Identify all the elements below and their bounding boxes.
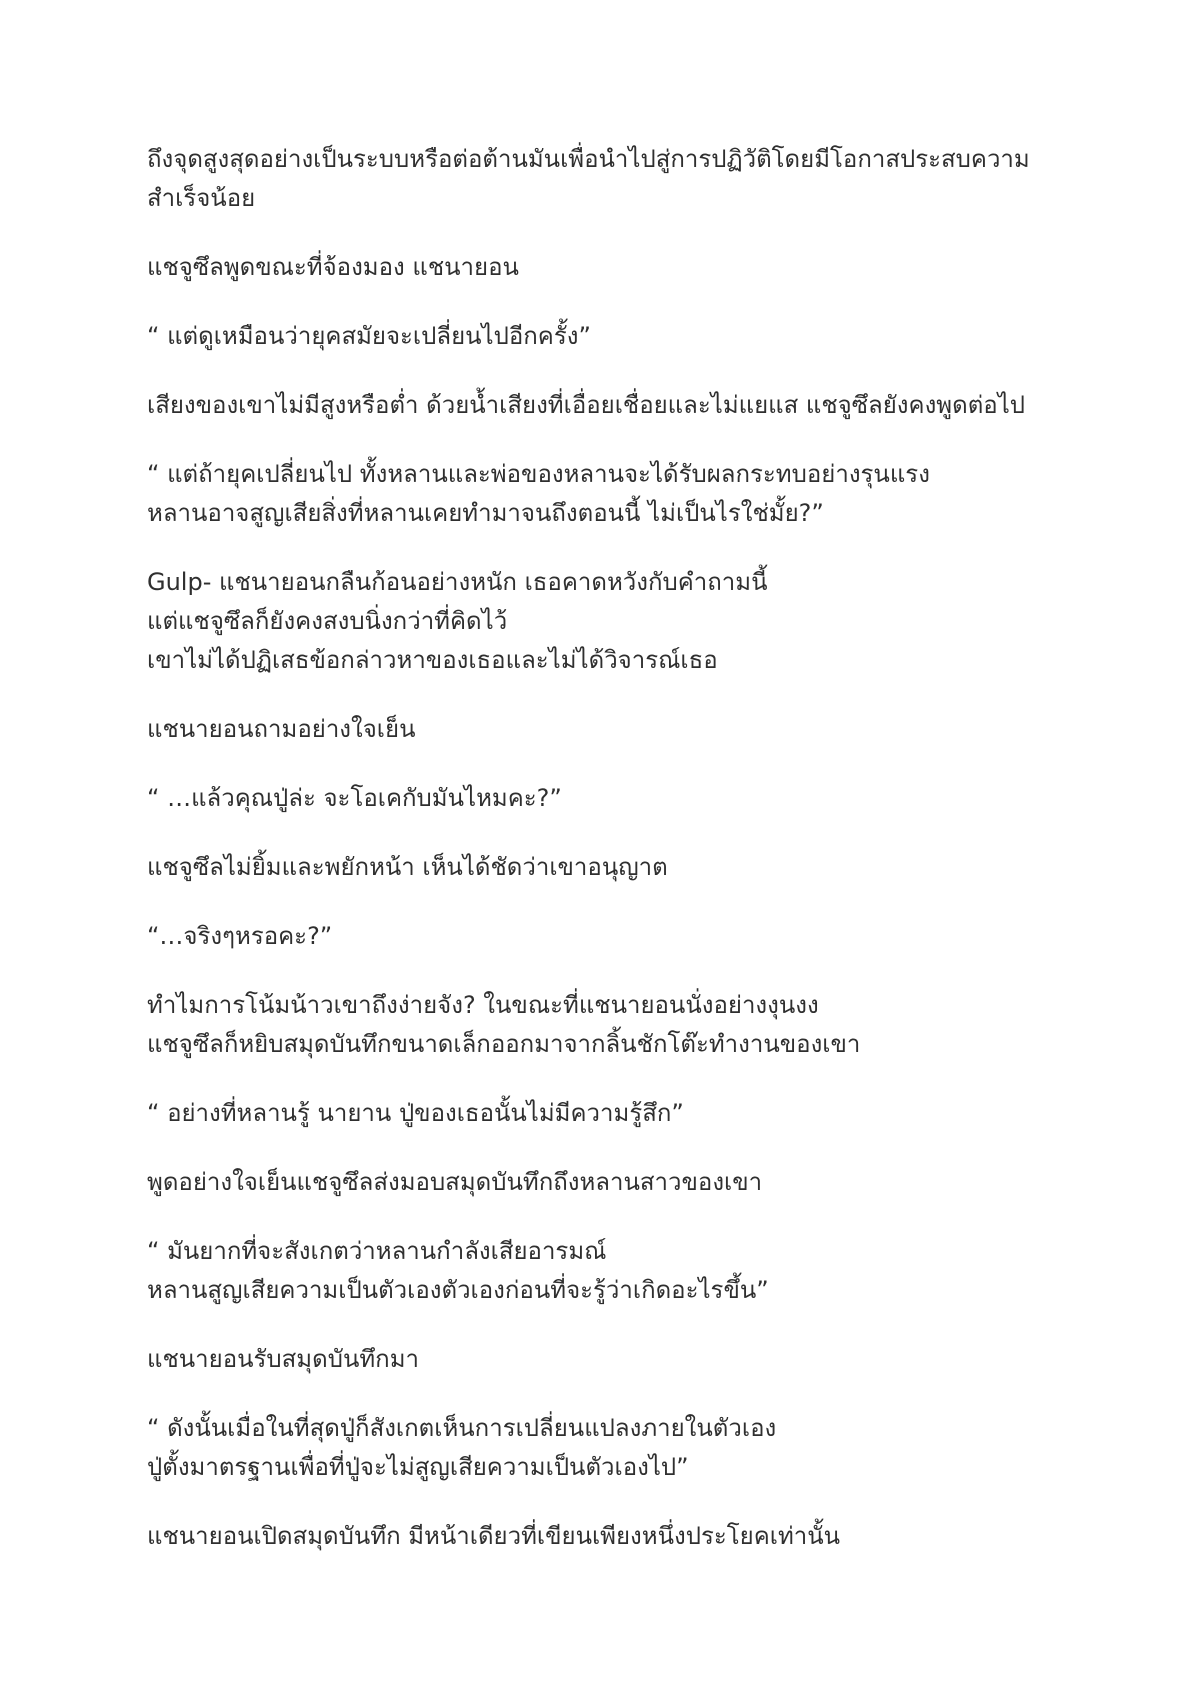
paragraph-15: แชนายอนรับสมุดบันทึกมา (147, 1345, 419, 1373)
paragraph-14: “ มันยากที่จะสังเกตว่าหลานกำลังเสียอารมณ์ หลานสูญเสียความเป็นตัวเองตัวเองก่อนที่จะรู้ว่าเกิดอะไรขึ้น” (147, 1237, 769, 1304)
paragraph-3: “ แต่ดูเหมือนว่ายุคสมัยจะเปลี่ยนไปอีกครั้ง” (147, 322, 591, 350)
paragraph-13: พูดอย่างใจเย็นแชจูซึลส่งมอบสมุดบันทึกถึงหลานสาวของเขา (147, 1168, 763, 1196)
paragraph-9: แชจูซึลไม่ยิ้มและพยักหน้า เห็นได้ชัดว่าเขาอนุญาต (147, 853, 668, 881)
paragraph-2: แชจูซึลพูดขณะที่จ้องมอง แชนายอน (147, 253, 519, 281)
paragraph-7: แชนายอนถามอย่างใจเย็น (147, 715, 416, 743)
paragraph-5: “ แต่ถ้ายุคเปลี่ยนไป ทั้งหลานและพ่อของหลานจะได้รับผลกระทบอย่างรุนแรง หลานอาจสูญเสียสิ่งที่หลานเคยทำมาจนถึงตอนนี้ ไม่เป็นไรใช่มั้ย?” (147, 460, 930, 527)
paragraph-10: “…จริงๆหรอคะ?” (147, 922, 333, 950)
paragraph-6: Gulp- แชนายอนกลืนก้อนอย่างหนัก เธอคาดหวังกับคำถามนี้ แต่แชจูซึลก็ยังคงสงบนิ่งกว่าที่คิดไว้ เขาไม่ได้ปฏิเสธข้อกล่าวหาของเธอและไม่ได้วิจารณ์เธอ (147, 568, 768, 674)
paragraph-16: “ ดังนั้นเมื่อในที่สุดปู่ก็สังเกตเห็นการเปลี่ยนแปลงภายในตัวเอง ปู่ตั้งมาตรฐานเพื่อที่ปู่จะไม่สูญเสียความเป็นตัวเองไป” (147, 1414, 777, 1481)
paragraph-8: “ …แล้วคุณปู่ล่ะ จะโอเคกับมันไหมคะ?” (147, 784, 562, 812)
paragraph-12: “ อย่างที่หลานรู้ นายาน ปู่ของเธอนั้นไม่มีความรู้สึก” (147, 1099, 684, 1127)
paragraph-17: แชนายอนเปิดสมุดบันทึก มีหน้าเดียวที่เขียนเพียงหนึ่งประโยคเท่านั้น (147, 1522, 841, 1550)
document-page (147, 140, 1057, 1586)
paragraph-11: ทำไมการโน้มน้าวเขาถึงง่ายจัง? ในขณะที่แชนายอนนั่งอย่างงุนงง แชจูซึลก็หยิบสมุดบันทึกขนาดเล็กออกมาจากลิ้นชักโต๊ะทำงานของเขา (147, 991, 861, 1058)
paragraph-4: เสียงของเขาไม่มีสูงหรือต่ำ ด้วยน้ำเสียงที่เอื่อยเชื่อยและไม่แยแส แชจูซึลยังคงพูดต่อไป (147, 391, 1025, 419)
paragraph-1: ถึงจุดสูงสุดอย่างเป็นระบบหรือต่อต้านมันเพื่อนำไปสู่การปฏิวัติโดยมีโอกาสประสบความ สำเร็จน้อย (147, 145, 1030, 212)
